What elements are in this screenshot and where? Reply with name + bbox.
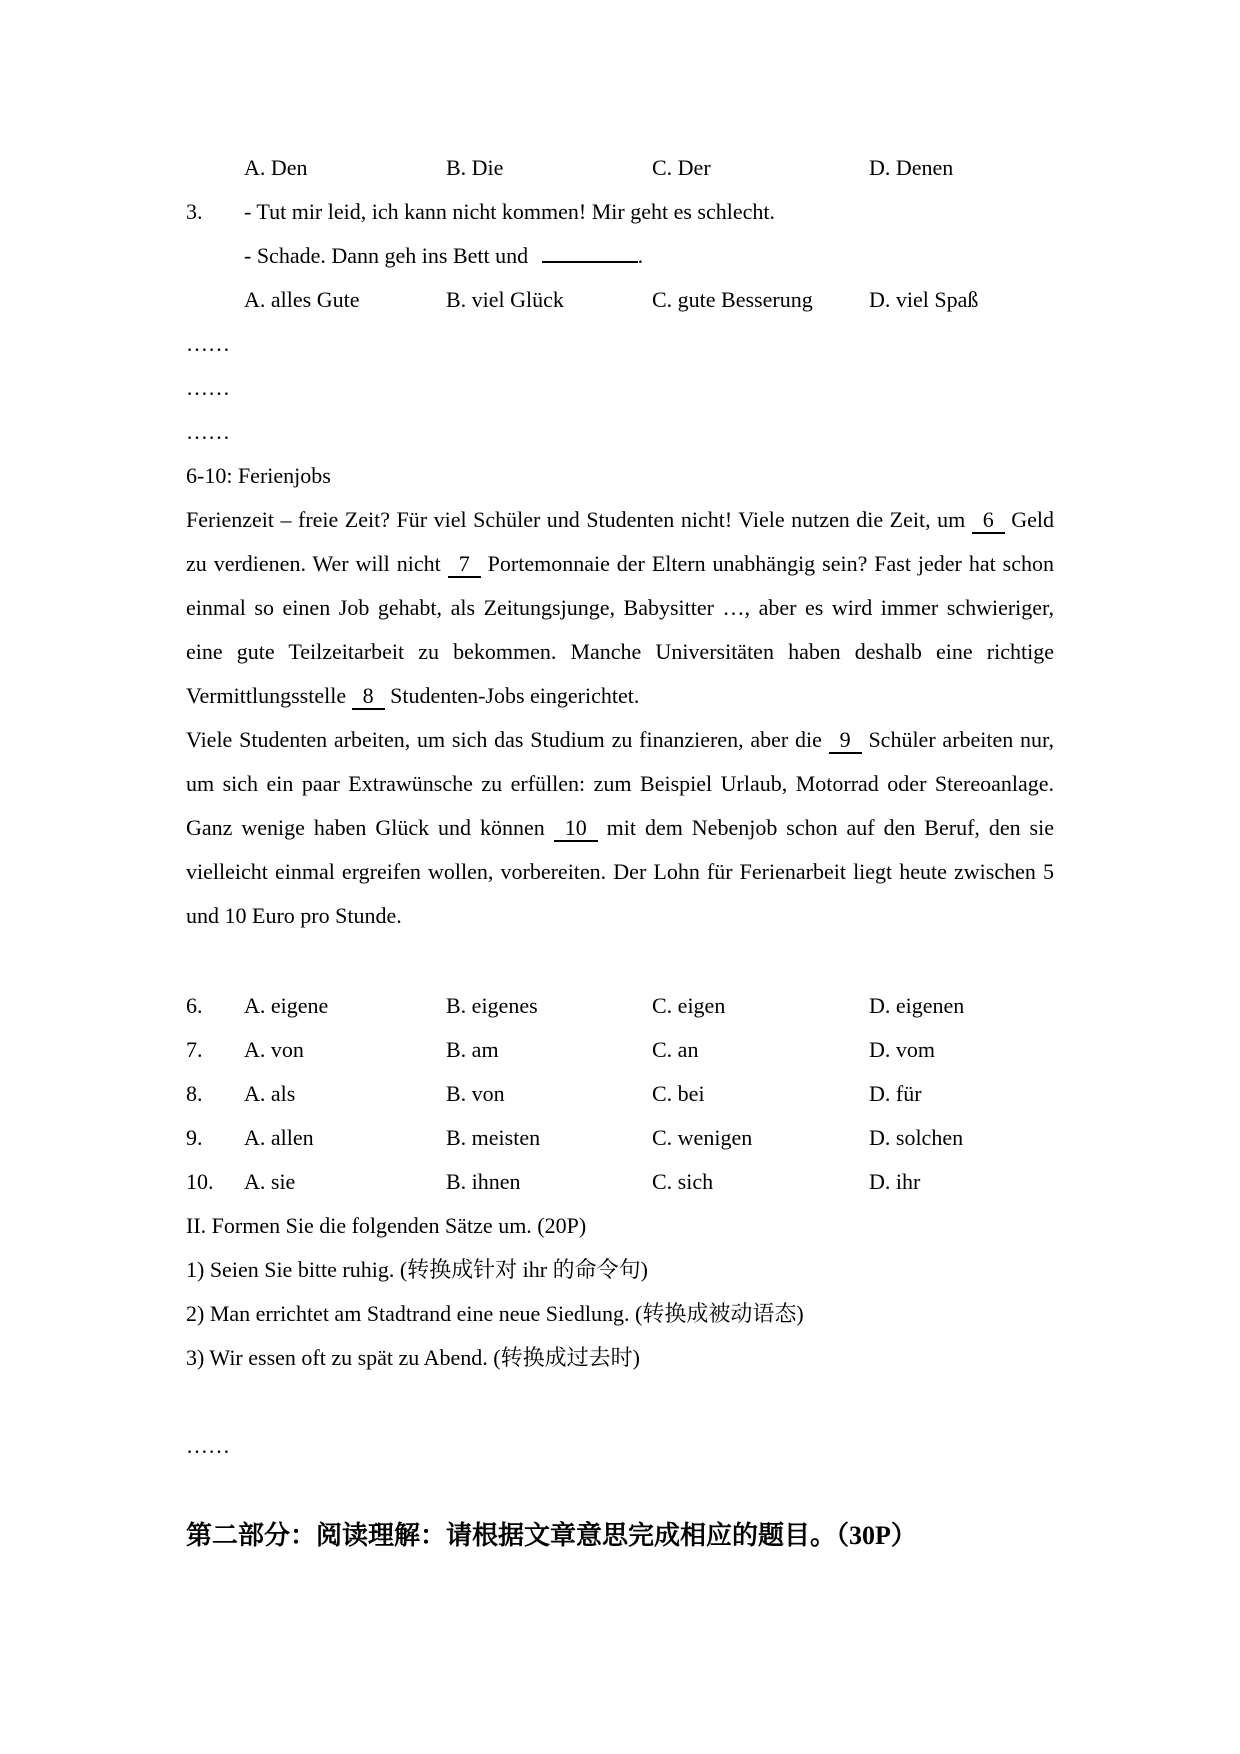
option-c: C. bei <box>652 1081 705 1106</box>
question-3-line-1 <box>186 190 1054 234</box>
question-number: 10. <box>186 1169 214 1194</box>
option-b: B. von <box>446 1081 505 1106</box>
option-d: D. solchen <box>869 1125 964 1150</box>
cloze-blank-7: 7 <box>448 552 481 578</box>
option-row <box>186 984 1054 1028</box>
option-d: D. eigenen <box>869 993 965 1018</box>
option-a: A. Den <box>244 155 308 180</box>
cloze-blank-9: 9 <box>829 728 862 754</box>
option-a: A. alles Gute <box>244 287 360 312</box>
option-c: C. an <box>652 1037 699 1062</box>
question-number: 9. <box>186 1125 203 1150</box>
cloze-paragraph-2 <box>186 718 1054 938</box>
option-d: D. vom <box>869 1037 935 1062</box>
question-3-line-2 <box>186 234 1054 278</box>
cloze-text: Geld zu verdienen. Wer will nicht <box>186 507 1054 576</box>
omitted-content-ellipsis: …… <box>186 419 230 444</box>
question-3-text-after-blank: . <box>637 243 644 268</box>
option-b: B. ihnen <box>446 1169 521 1194</box>
option-b: B. meisten <box>446 1125 541 1150</box>
option-b: B. am <box>446 1037 499 1062</box>
option-d: D. ihr <box>869 1169 921 1194</box>
option-c: C. Der <box>652 155 711 180</box>
option-row <box>186 1160 1054 1204</box>
cloze-blank-10: 10 <box>554 816 598 842</box>
option-a: A. von <box>244 1037 304 1062</box>
question-number: 7. <box>186 1037 203 1062</box>
question-3-text: - Tut mir leid, ich kann nicht kommen! Mir geht es schlecht. <box>244 199 775 224</box>
cloze-text: Schüler arbeiten nur, um sich ein paar Extrawünsche zu erfüllen: zum Beispiel Urlaub, Motorrad oder Stereoanlage. Ganz wenige haben Glück und können <box>186 727 1054 840</box>
question-3-text-with-blank <box>244 234 1054 278</box>
cloze-text: mit dem Nebenjob schon auf den Beruf, den sie vielleicht einmal ergreifen wollen, vorbereiten. Der Lohn für Ferienarbeit liegt heute zwischen 5 und 10 Euro pro Stunde. <box>186 815 1054 928</box>
question-number: 6. <box>186 993 203 1018</box>
option-row <box>186 1072 1054 1116</box>
omitted-content-ellipsis: …… <box>186 1433 230 1458</box>
option-b: B. viel Glück <box>446 287 564 312</box>
transformation-item-3: 3) Wir essen oft zu spät zu Abend. (转换成过去时) <box>186 1345 640 1370</box>
option-a: A. eigene <box>244 993 329 1018</box>
option-a: A. als <box>244 1081 296 1106</box>
cloze-question-options <box>186 984 1054 1204</box>
question-3-number: 3. <box>186 199 203 224</box>
option-c: C. eigen <box>652 993 726 1018</box>
question-number: 8. <box>186 1081 203 1106</box>
part-2-heading: 第二部分：阅读理解：请根据文章意思完成相应的题目。（30P） <box>186 1521 917 1550</box>
cloze-text: Ferienzeit – freie Zeit? Für viel Schüler und Studenten nicht! Viele nutzen die Zeit, um <box>186 507 972 532</box>
option-a: A. sie <box>244 1169 296 1194</box>
blank-line <box>186 1380 1054 1424</box>
option-row <box>186 146 1054 190</box>
cloze-blank-6: 6 <box>972 508 1005 534</box>
section-2-heading: II. Formen Sie die folgenden Sätze um. (20P) <box>186 1213 587 1238</box>
option-row <box>186 1116 1054 1160</box>
option-d: D. für <box>869 1081 922 1106</box>
option-c: C. gute Besserung <box>652 287 813 312</box>
answer-blank-line <box>542 239 638 263</box>
option-c: C. wenigen <box>652 1125 753 1150</box>
transformation-item-1: 1) Seien Sie bitte ruhig. (转换成针对 ihr 的命令句) <box>186 1257 648 1282</box>
cloze-title: 6-10: Ferienjobs <box>186 463 331 488</box>
option-b: B. eigenes <box>446 993 538 1018</box>
option-d: D. Denen <box>869 155 954 180</box>
question-2-options <box>186 146 1054 190</box>
transformation-item-2: 2) Man errichtet am Stadtrand eine neue Siedlung. (转换成被动语态) <box>186 1301 804 1326</box>
question-3-options <box>186 278 1054 322</box>
option-a: A. allen <box>244 1125 314 1150</box>
option-c: C. sich <box>652 1169 714 1194</box>
omitted-content-ellipsis: …… <box>186 375 230 400</box>
cloze-text: Studenten-Jobs eingerichtet. <box>384 683 640 708</box>
question-3-text-before-blank: - Schade. Dann geh ins Bett und <box>244 243 534 268</box>
option-d: D. viel Spaß <box>869 287 979 312</box>
cloze-text: Viele Studenten arbeiten, um sich das Studium zu finanzieren, aber die <box>186 727 829 752</box>
option-row <box>186 1028 1054 1072</box>
cloze-paragraph-1 <box>186 498 1054 718</box>
option-b: B. Die <box>446 155 504 180</box>
option-row <box>186 278 1054 322</box>
cloze-blank-8: 8 <box>352 684 385 710</box>
omitted-content-ellipsis: …… <box>186 331 230 356</box>
cloze-text: Portemonnaie der Eltern unabhängig sein? Fast jeder hat schon einmal so einen Job gehabt, als Zeitungsjunge, Babysitter …, aber es wird immer schwieriger, eine gute Teilzeitarbeit zu bekommen. Manche Universitäten haben deshalb eine richtige Vermittlungsstelle <box>186 551 1054 708</box>
